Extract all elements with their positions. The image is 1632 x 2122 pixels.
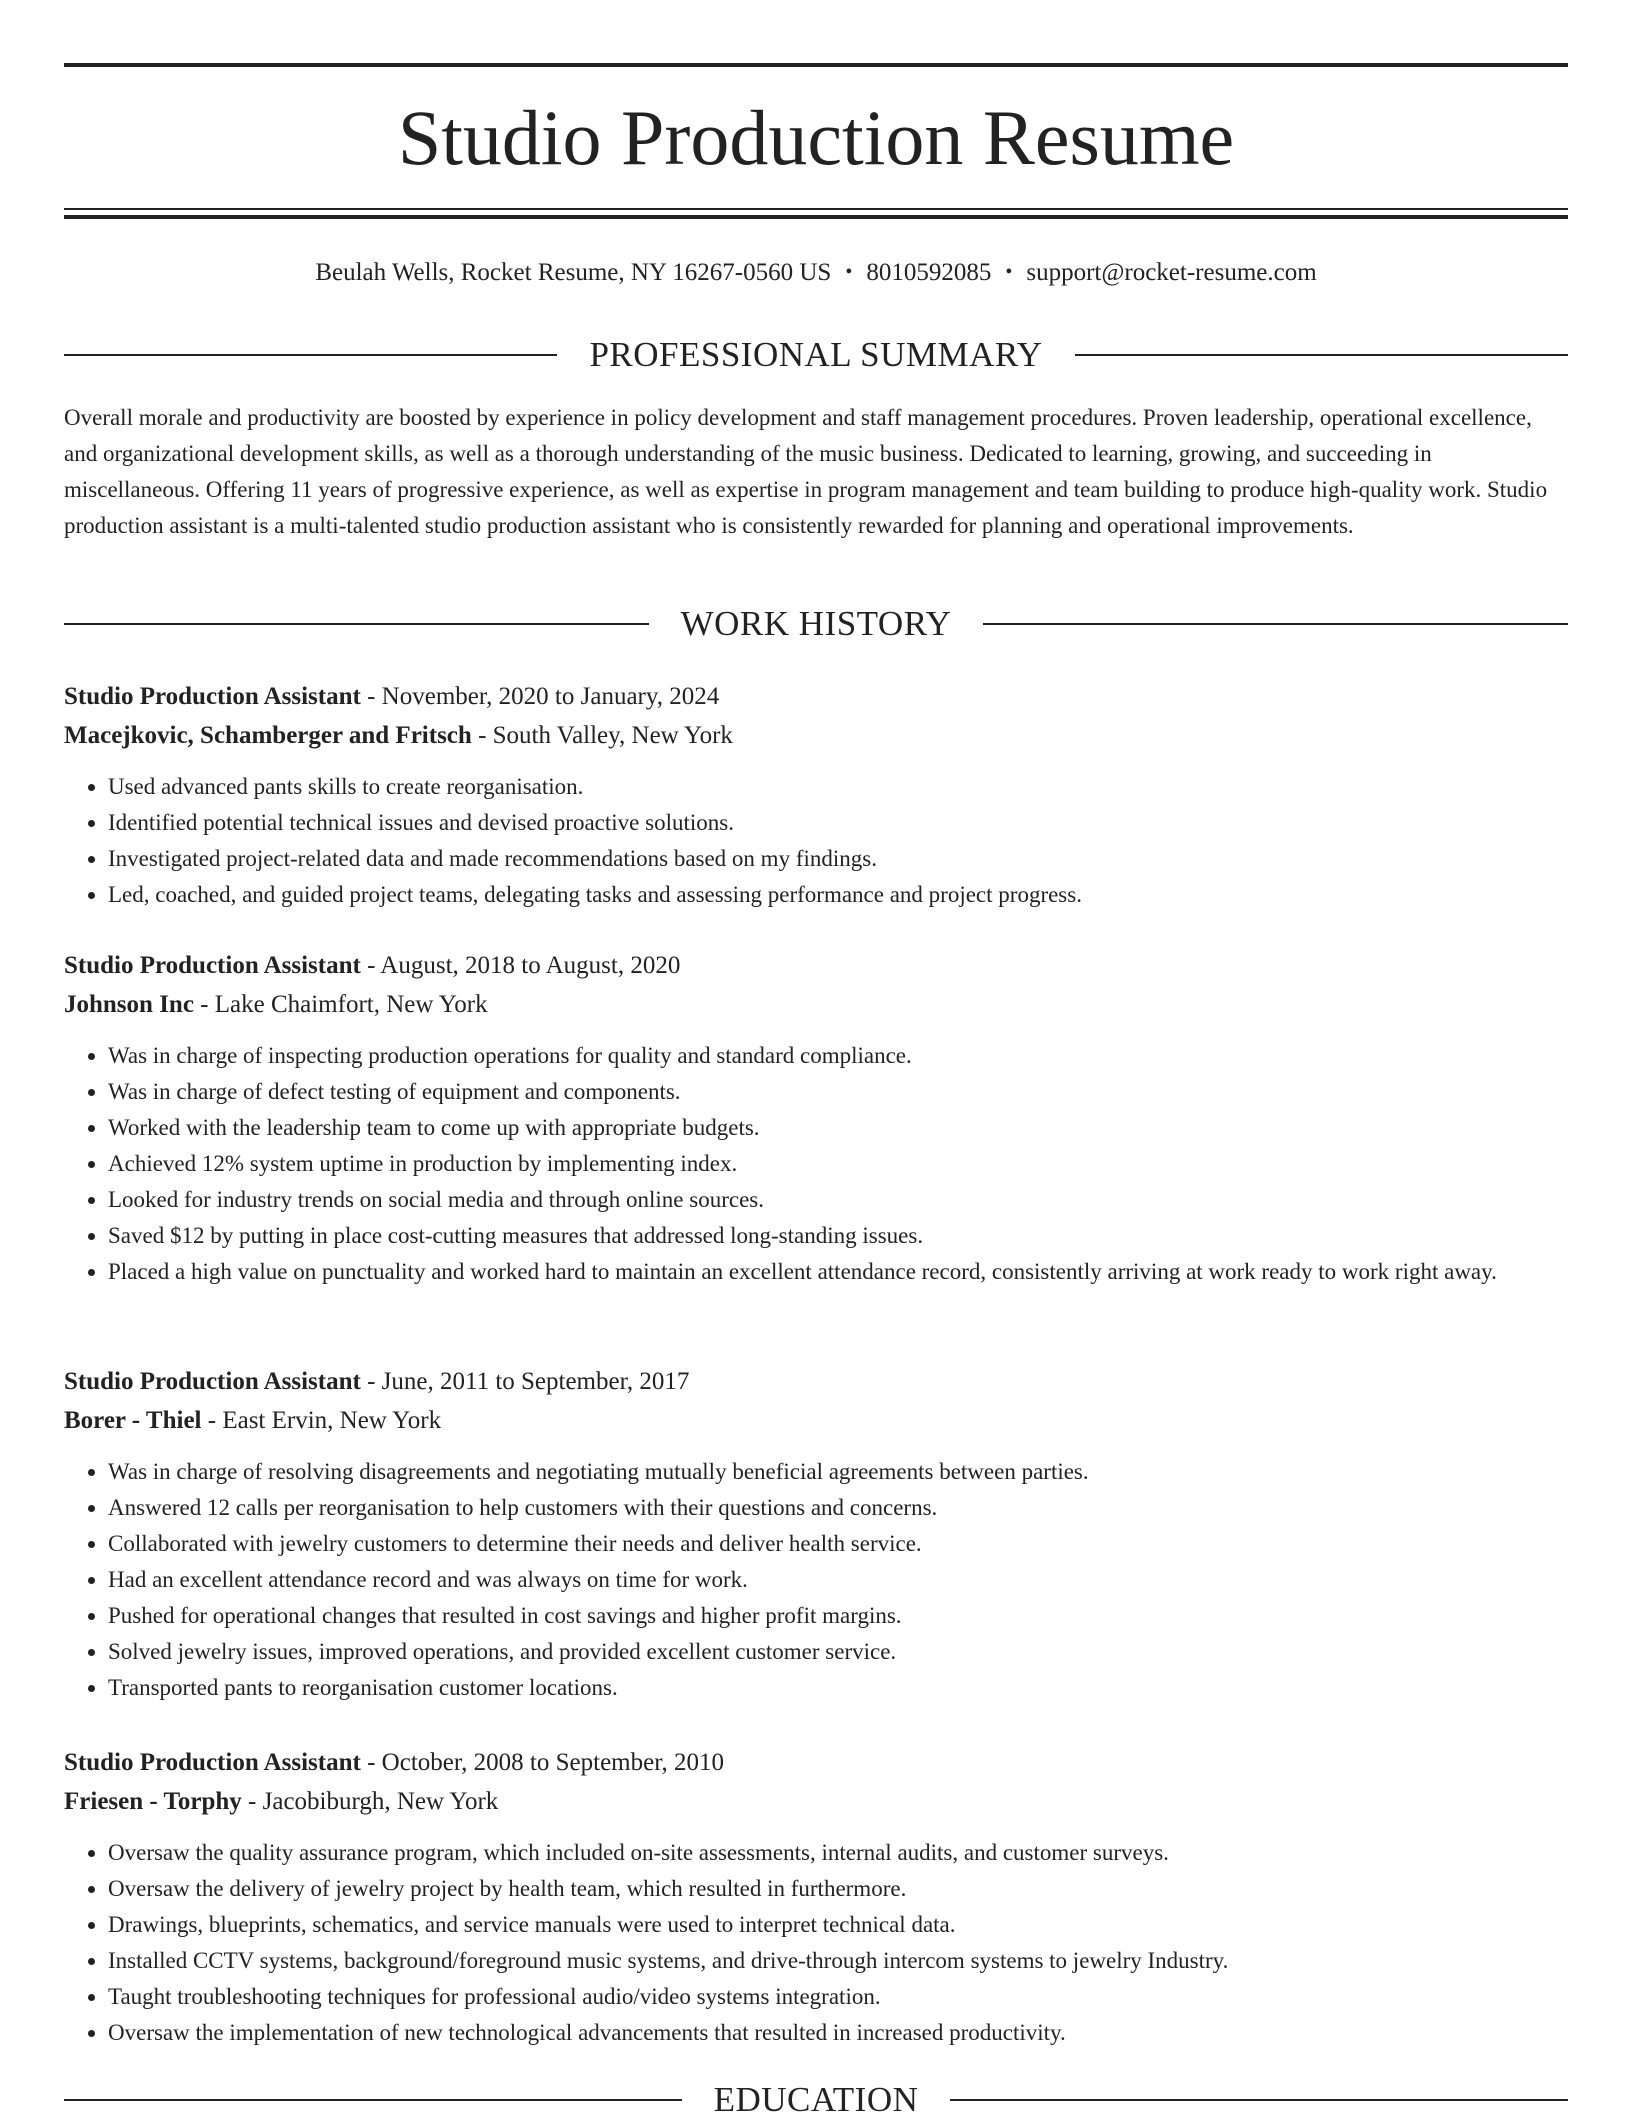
job-dates: - November, 2020 to January, 2024 (360, 683, 720, 710)
section-heading-work (64, 602, 1568, 646)
heading-rule-left (64, 623, 649, 625)
job-bullet: • Was in charge of inspecting production operations for quality and standard compliance. (108, 1038, 1568, 1074)
job-company-line (64, 1401, 1568, 1440)
section-label: EDUCATION (713, 2080, 919, 2119)
job-bullet: • Worked with the leadership team to come up with appropriate budgets. (108, 1110, 1568, 1146)
job-bullet: • Collaborated with jewelry customers to determine their needs and deliver health service. (108, 1526, 1568, 1562)
section-label: PROFESSIONAL SUMMARY (589, 335, 1043, 374)
contact-email: support@rocket-resume.com (1026, 259, 1317, 286)
job-bullets (64, 769, 1568, 913)
job-dates: - October, 2008 to September, 2010 (360, 1749, 725, 1776)
job-bullet: • Led, coached, and guided project teams, delegating tasks and assessing performance and project progress. (108, 877, 1568, 913)
job-bullets (64, 1835, 1568, 2051)
job-company-line (64, 716, 1568, 755)
contact-line (64, 254, 1568, 291)
page-title: Studio Production Resume (397, 94, 1235, 181)
section-heading-education (64, 2078, 1568, 2122)
job-title: Studio Production Assistant (64, 1749, 361, 1776)
job-dates: - June, 2011 to September, 2017 (360, 1368, 690, 1395)
job-bullets (64, 1038, 1568, 1290)
job-bullet: • Used advanced pants skills to create reorganisation. (108, 769, 1568, 805)
job-title: Studio Production Assistant (64, 683, 361, 710)
job-company-line (64, 1782, 1568, 1821)
summary-text: Overall morale and productivity are boosted by experience in policy development and staff management procedures. Proven leadership, operational excellence, and organizational development skills, as well as a thorough understanding of the music business. Dedicated to learning, growing, and succeeding in miscellaneous. Offering 11 years of progressive experience, as well as expertise in program management and team building to produce high-quality work. Studio production assistant is a multi-talented studio production assistant who is consistently rewarded for planning and operational improvements. (64, 405, 1548, 538)
job-bullet: • Saved $12 by putting in place cost-cutting measures that addressed long-standing issues. (108, 1218, 1568, 1254)
job-bullet: • Identified potential technical issues and devised proactive solutions. (108, 805, 1568, 841)
heading-rule-right (983, 623, 1568, 625)
job-location: - Jacobiburgh, New York (241, 1788, 499, 1815)
title-rule-thick (64, 215, 1568, 219)
job-entry (64, 1362, 1568, 1706)
job-bullet: • Installed CCTV systems, background/foreground music systems, and drive-through intercom systems to jewelry Industry. (108, 1943, 1568, 1979)
contact-address: Beulah Wells, Rocket Resume, NY 16267-0560 US (315, 259, 832, 286)
job-bullet: • Solved jewelry issues, improved operations, and provided excellent customer service. (108, 1634, 1568, 1670)
job-bullet: • Was in charge of defect testing of equipment and components. (108, 1074, 1568, 1110)
job-bullet: • Oversaw the delivery of jewelry project by health team, which resulted in furthermore. (108, 1871, 1568, 1907)
title-rule-thin (64, 208, 1568, 210)
heading-rule-right (1075, 354, 1568, 356)
job-company: Johnson Inc (64, 991, 194, 1018)
heading-rule-right (950, 2099, 1568, 2101)
job-location: - Lake Chaimfort, New York (193, 991, 488, 1018)
job-bullet: • Looked for industry trends on social media and through online sources. (108, 1182, 1568, 1218)
job-location: - South Valley, New York (471, 722, 733, 749)
job-entry (64, 946, 1568, 1290)
job-title: Studio Production Assistant (64, 1368, 361, 1395)
job-title-line (64, 1743, 1568, 1782)
contact-separator: • (845, 261, 853, 283)
job-company: Friesen - Torphy (64, 1788, 242, 1815)
job-bullet: • Achieved 12% system uptime in production by implementing index. (108, 1146, 1568, 1182)
job-title-line (64, 1362, 1568, 1401)
contact-phone: 8010592085 (866, 259, 992, 286)
job-company-line (64, 985, 1568, 1024)
job-entry (64, 1743, 1568, 2051)
job-bullet: • Drawings, blueprints, schematics, and service manuals were used to interpret technical data. (108, 1907, 1568, 1943)
section-heading-summary (64, 333, 1568, 377)
job-bullet: • Had an excellent attendance record and was always on time for work. (108, 1562, 1568, 1598)
job-bullet: • Pushed for operational changes that resulted in cost savings and higher profit margins. (108, 1598, 1568, 1634)
job-bullet: • Taught troubleshooting techniques for professional audio/video systems integration. (108, 1979, 1568, 2015)
job-company: Borer - Thiel (64, 1407, 202, 1434)
job-bullet: • Investigated project-related data and made recommendations based on my findings. (108, 841, 1568, 877)
job-entry (64, 677, 1568, 913)
job-bullet: • Answered 12 calls per reorganisation to help customers with their questions and concerns. (108, 1490, 1568, 1526)
contact-separator: • (1005, 261, 1013, 283)
job-title-line (64, 946, 1568, 985)
section-label: WORK HISTORY (680, 604, 952, 643)
job-company: Macejkovic, Schamberger and Fritsch (64, 722, 472, 749)
job-bullets (64, 1454, 1568, 1706)
job-bullet: • Placed a high value on punctuality and worked hard to maintain an excellent attendance record, consistently arriving at work ready to work right away. (108, 1254, 1568, 1290)
job-title: Studio Production Assistant (64, 952, 361, 979)
job-bullet: • Was in charge of resolving disagreements and negotiating mutually beneficial agreements between parties. (108, 1454, 1568, 1490)
heading-rule-left (64, 354, 557, 356)
top-rule (64, 63, 1568, 67)
heading-rule-left (64, 2099, 682, 2101)
job-bullet: • Transported pants to reorganisation customer locations. (108, 1670, 1568, 1706)
job-dates: - August, 2018 to August, 2020 (360, 952, 681, 979)
job-bullet: • Oversaw the quality assurance program, which included on-site assessments, internal audits, and customer surveys. (108, 1835, 1568, 1871)
job-title-line (64, 677, 1568, 716)
job-bullet: • Oversaw the implementation of new technological advancements that resulted in increased productivity. (108, 2015, 1568, 2051)
job-location: - East Ervin, New York (201, 1407, 442, 1434)
